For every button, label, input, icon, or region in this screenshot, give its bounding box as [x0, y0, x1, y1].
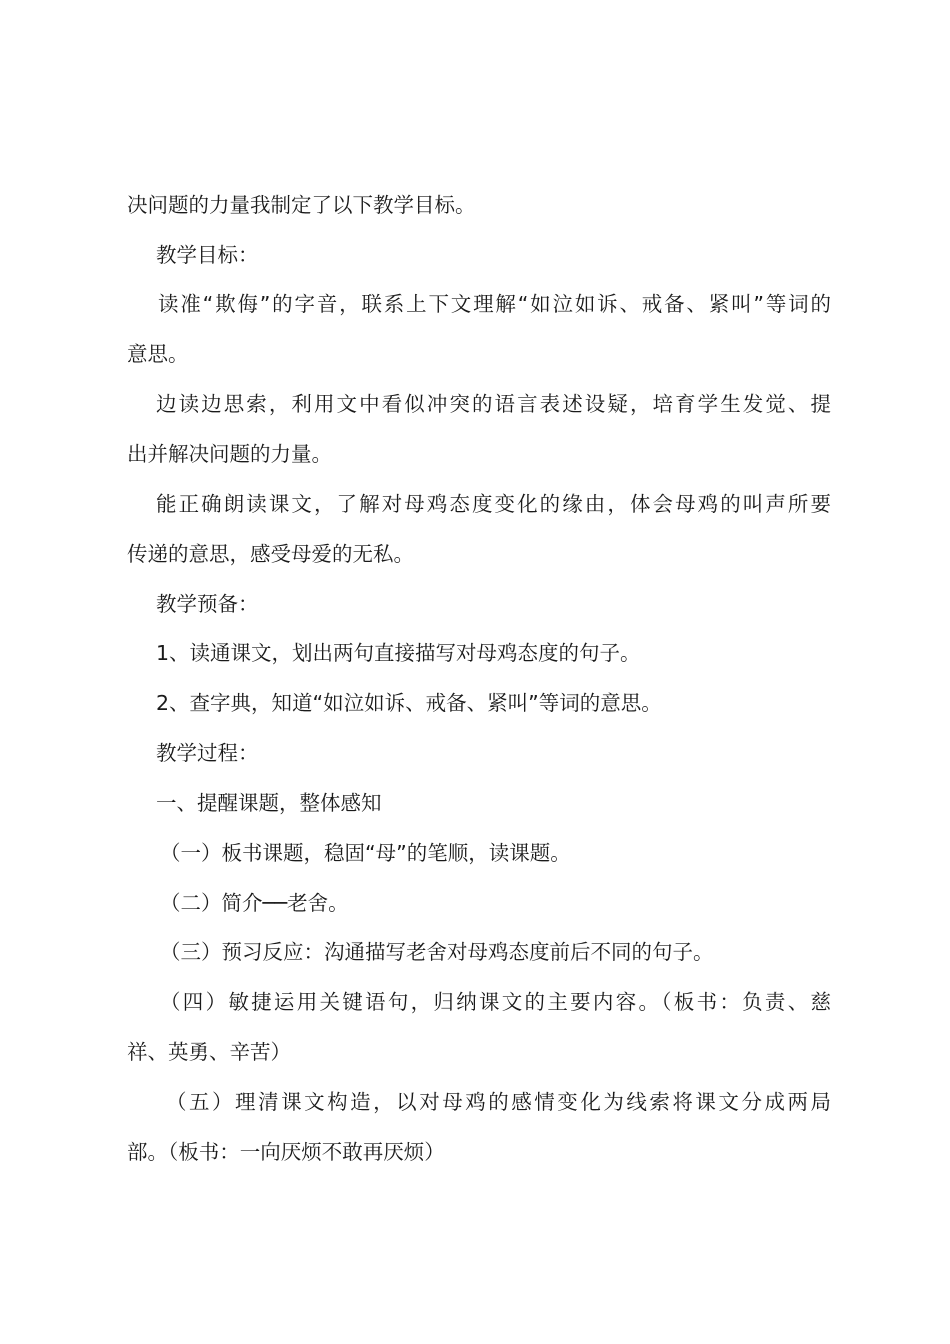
- list-item: （一）板书课题，稳固“母”的笔顺，读课题。: [160, 841, 571, 865]
- text-line: 出并解决问题的力量。: [127, 442, 332, 466]
- text-line: 传递的意思，感受母爱的无私。: [127, 542, 414, 566]
- text-line: 意思。: [127, 342, 189, 366]
- text-line: 边读边思索，利用文中看似冲突的语言表述设疑，培育学生发觉、提: [156, 392, 831, 416]
- section-heading: 教学过程：: [156, 741, 259, 765]
- section-heading: 教学目标：: [156, 243, 259, 267]
- list-item: （三）预习反应：沟通描写老舍对母鸡态度前后不同的句子。: [160, 940, 714, 964]
- section-heading: 一、提醒课题，整体感知: [156, 791, 382, 815]
- text-line: 读准“欺侮”的字音，联系上下文理解“如泣如诉、戒备、紧叫”等词的: [158, 292, 831, 316]
- list-item: 1、读通课文，划出两句直接描写对母鸡态度的句子。: [156, 641, 641, 665]
- text-line: 祥、英勇、辛苦）: [127, 1040, 291, 1064]
- section-heading: 教学预备：: [156, 592, 259, 616]
- list-item: （二）简介──老舍。: [160, 891, 349, 915]
- text-line: 能正确朗读课文，了解对母鸡态度变化的缘由，体会母鸡的叫声所要: [156, 492, 831, 516]
- list-item: （四）敏捷运用关键语句，归纳课文的主要内容。（板书：负责、慈: [160, 990, 831, 1014]
- text-line: 部。（板书：一向厌烦不敢再厌烦）: [127, 1140, 445, 1164]
- list-item: 2、查字典，知道“如泣如诉、戒备、紧叫”等词的意思。: [156, 691, 662, 715]
- list-item: （五）理清课文构造，以对母鸡的感情变化为线索将课文分成两局: [166, 1090, 831, 1114]
- text-line: 决问题的力量我制定了以下教学目标。: [127, 193, 476, 217]
